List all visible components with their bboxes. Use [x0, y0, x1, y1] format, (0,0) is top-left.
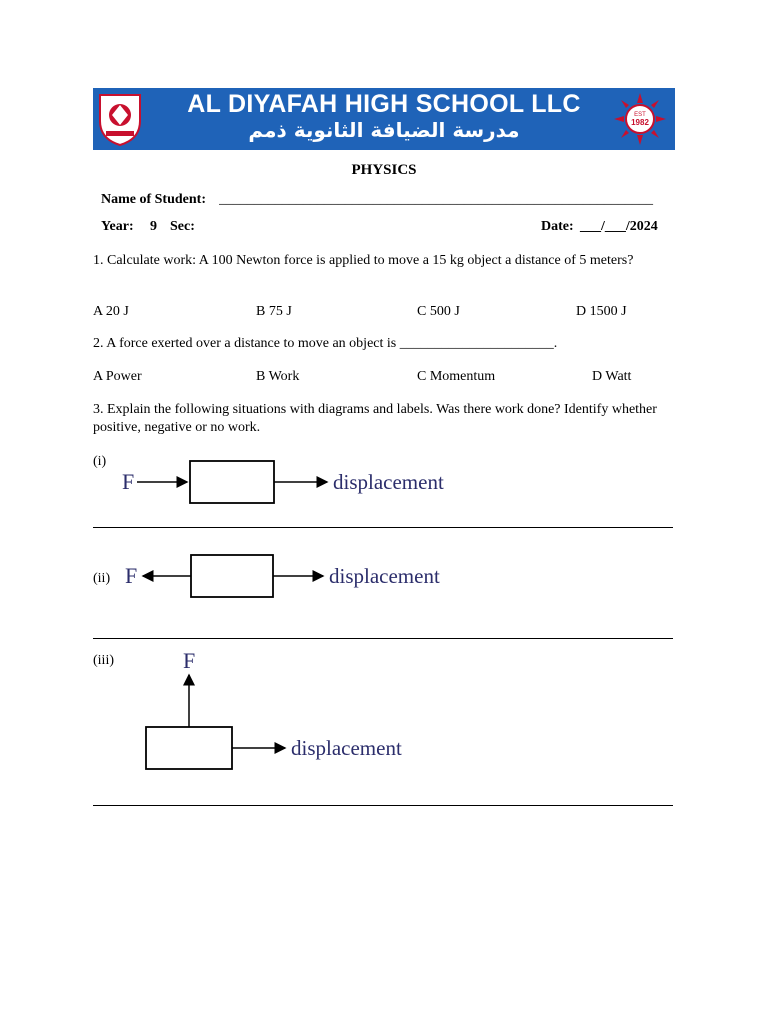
q1-option-b[interactable]: B 75 J — [256, 304, 292, 319]
force-label: F — [122, 469, 135, 494]
situation-i-diagram — [115, 450, 475, 510]
force-label: F — [183, 648, 196, 673]
q2-option-c[interactable]: C Momentum — [417, 369, 496, 384]
situation-ii-diagram — [115, 547, 475, 607]
school-banner — [93, 88, 675, 150]
name-label: Name of Student: — [101, 192, 206, 207]
q1-option-c[interactable]: C 500 J — [417, 304, 460, 319]
year-label: Year: — [101, 219, 134, 234]
date-label: Date: — [541, 219, 574, 234]
situation-ii-label: (ii) — [93, 571, 111, 586]
displacement-label: displacement — [333, 470, 444, 494]
situation-iii-label: (iii) — [93, 653, 114, 668]
object-box — [146, 727, 232, 769]
q1-option-d[interactable]: D 1500 J — [576, 304, 627, 319]
year-value: 9 — [150, 219, 157, 234]
question-2-text: 2. A force exerted over a distance to move an object is ______________________. — [93, 336, 558, 351]
answer-line-i[interactable] — [93, 527, 673, 528]
situation-i-label: (i) — [93, 454, 107, 469]
name-field[interactable]: ______________________________________________________________ — [219, 192, 653, 207]
school-name-arabic: مدرسة الضيافة الثانوية ذمم — [248, 118, 520, 142]
question-3-text: 3. Explain the following situations with diagrams and labels. Was there work done? Identify whether positive, negative or no work. — [93, 402, 657, 435]
answer-line-ii[interactable] — [93, 638, 673, 639]
est-year: 1982 — [631, 118, 649, 127]
object-box — [190, 461, 274, 503]
school-crest-icon — [96, 91, 144, 147]
q2-option-b[interactable]: B Work — [256, 369, 300, 384]
q2-option-d[interactable]: D Watt — [592, 369, 632, 384]
force-label: F — [125, 563, 138, 588]
date-field[interactable]: ___/___/2024 — [580, 219, 658, 234]
question-1-text: 1. Calculate work: A 100 Newton force is applied to move a 15 kg object a distance of 5 meters? — [93, 253, 634, 268]
q2-option-a[interactable]: A Power — [93, 369, 142, 384]
object-box — [191, 555, 273, 597]
sec-label: Sec: — [170, 219, 195, 234]
displacement-label: displacement — [329, 564, 440, 588]
q1-option-a[interactable]: A 20 J — [93, 304, 129, 319]
est-label: EST — [634, 112, 646, 118]
situation-iii-diagram — [115, 648, 435, 778]
school-name-english: AL DIYAFAH HIGH SCHOOL LLC — [187, 90, 581, 118]
page-title: PHYSICS — [351, 162, 417, 178]
displacement-label: displacement — [291, 736, 402, 760]
answer-line-iii[interactable] — [93, 805, 673, 806]
est-seal-icon — [612, 91, 668, 147]
